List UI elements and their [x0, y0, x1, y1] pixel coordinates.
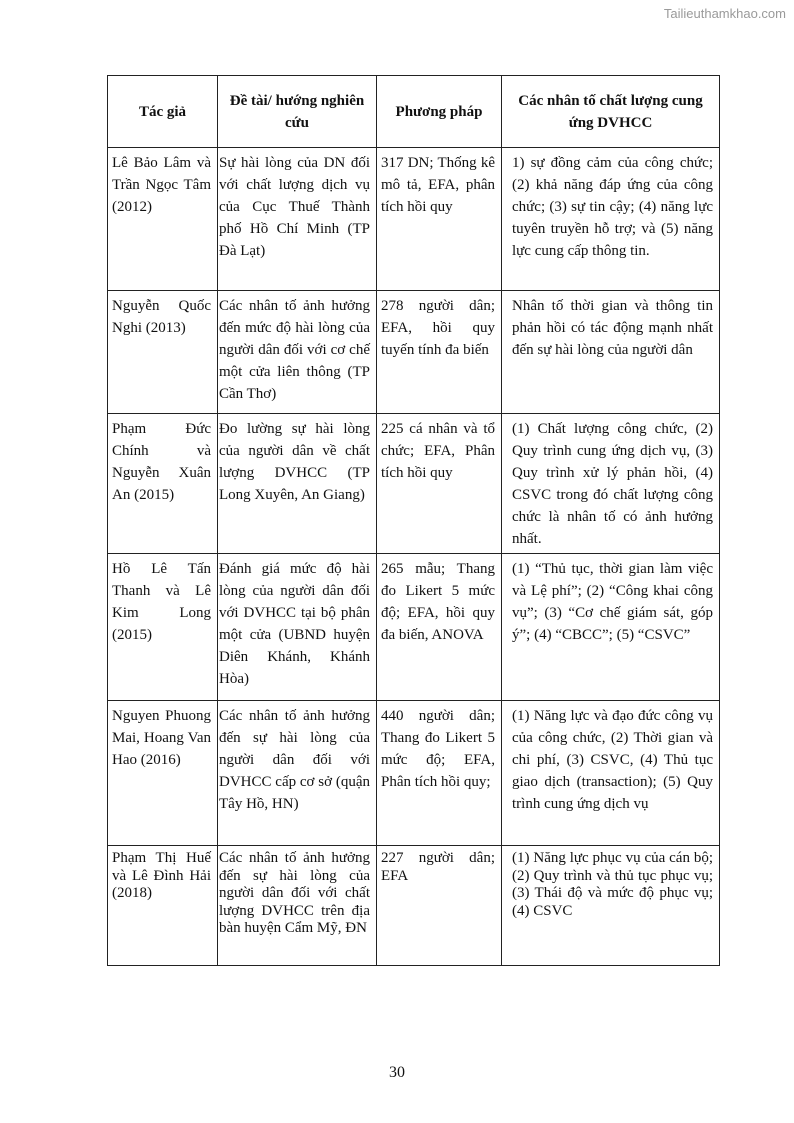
cell-method: 317 DN; Thống kê mô tả, EFA, phân tích hồi quy [377, 148, 502, 291]
cell-factors: Nhân tố thời gian và thông tin phản hồi có tác động mạnh nhất đến sự hài lòng của người dân [502, 291, 720, 414]
cell-method: 265 mẫu; Thang đo Likert 5 mức độ; EFA, hồi quy đa biến, ANOVA [377, 554, 502, 701]
table-row [108, 291, 720, 414]
cell-factors: (1) Chất lượng công chức, (2) Quy trình cung ứng dịch vụ, (3) Quy trình xử lý phản hồi, (4) CSVC trong đó chất lượng công chức là nhân tố có ảnh hưởng nhất. [502, 414, 720, 554]
watermark: Tailieuthamkhao.com [663, 6, 786, 21]
cell-topic: Các nhân tố ảnh hưởng đến sự hài lòng của người dân đối với DVHCC cấp cơ sở (quận Tây Hồ, HN) [218, 701, 377, 846]
table-row [108, 846, 720, 966]
table-row [108, 554, 720, 701]
cell-author: Lê Bảo Lâm và Trần Ngọc Tâm (2012) [108, 148, 218, 291]
table-header-row [108, 76, 720, 148]
cell-topic: Đánh giá mức độ hài lòng của người dân đối với DVHCC tại bộ phân một cửa (UBND huyện Diên Khánh, Khánh Hòa) [218, 554, 377, 701]
header-topic: Đề tài/ hướng nghiên cứu [218, 76, 377, 148]
cell-method: 440 người dân; Thang đo Likert 5 mức độ; EFA, Phân tích hồi quy; [377, 701, 502, 846]
cell-author: Nguyen Phuong Mai, Hoang Van Hao (2016) [108, 701, 218, 846]
cell-factors: (1) “Thủ tục, thời gian làm việc và Lệ phí”; (2) “Công khai công vụ”; (3) “Cơ chế giám sát, góp ý”; (4) “CBCC”; (5) “CSVC” [502, 554, 720, 701]
cell-author: Hồ Lê Tấn Thanh và Lê Kim Long (2015) [108, 554, 218, 701]
cell-factors: (1) Năng lực và đạo đức công vụ của công chức, (2) Thời gian và chi phí, (3) CSVC, (4) Thủ tục giao dịch (transaction); (5) Quy trình cung ứng dịch vụ [502, 701, 720, 846]
table-row [108, 148, 720, 291]
cell-topic: Đo lường sự hài lòng của người dân về chất lượng DVHCC (TP Long Xuyên, An Giang) [218, 414, 377, 554]
cell-author: Nguyễn Quốc Nghi (2013) [108, 291, 218, 414]
page-number: 30 [389, 1064, 405, 1081]
header-method: Phương pháp [377, 76, 502, 148]
cell-author: Phạm Đức Chính và Nguyễn Xuân An (2015) [108, 414, 218, 554]
literature-review-table [107, 75, 720, 966]
cell-factors: 1) sự đồng cảm của công chức; (2) khả năng đáp ứng của công chức; (3) sự tin cậy; (4) năng lực tuyên truyền hỗ trợ; và (5) năng lực cung cấp thông tin. [502, 148, 720, 291]
cell-topic: Các nhân tố ảnh hưởng đến sự hài lòng của người dân đối với chất lượng DVHCC trên địa bàn huyện Cẩm Mỹ, ĐN [218, 846, 377, 966]
cell-topic: Các nhân tố ảnh hưởng đến mức độ hài lòng của người dân đối với cơ chế một cửa liên thông (TP Cần Thơ) [218, 291, 377, 414]
table-row [108, 414, 720, 554]
cell-method: 278 người dân; EFA, hồi quy tuyến tính đa biến [377, 291, 502, 414]
header-author: Tác giả [108, 76, 218, 148]
cell-method: 225 cá nhân và tổ chức; EFA, Phân tích hồi quy [377, 414, 502, 554]
table-row [108, 701, 720, 846]
cell-method: 227 người dân; EFA [377, 846, 502, 966]
cell-topic: Sự hài lòng của DN đối với chất lượng dịch vụ của Cục Thuế Thành phố Hồ Chí Minh (TP Đà Lạt) [218, 148, 377, 291]
header-factors: Các nhân tố chất lượng cung ứng DVHCC [502, 76, 720, 148]
cell-author: Phạm Thị Huế và Lê Đình Hải (2018) [108, 846, 218, 966]
cell-factors: (1) Năng lực phục vụ của cán bộ; (2) Quy trình và thủ tục phục vụ; (3) Thái độ và mức độ phục vụ; (4) CSVC [502, 846, 720, 966]
